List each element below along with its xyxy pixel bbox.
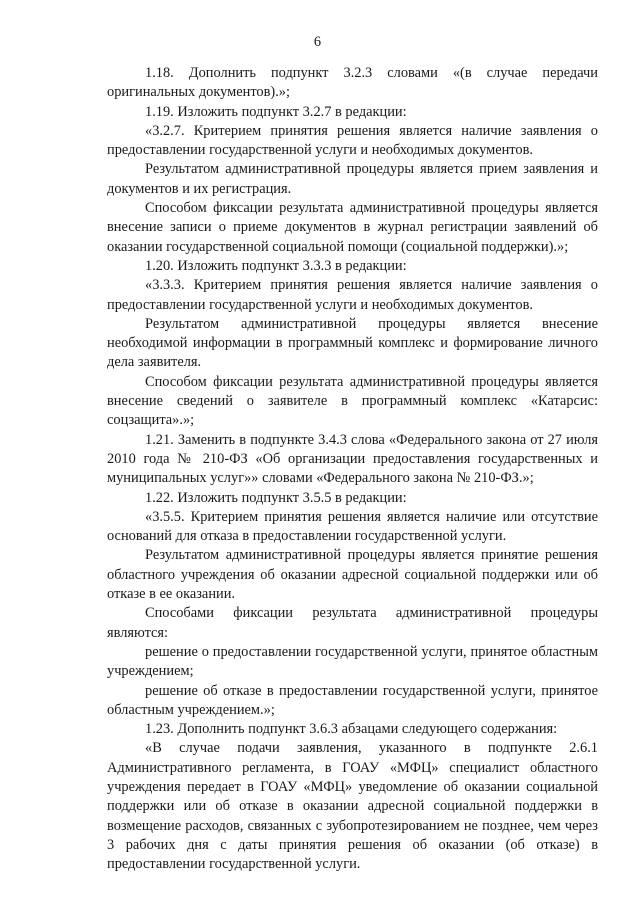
paragraph-1-22: 1.22. Изложить подпункт 3.5.5 в редакции: <box>145 489 407 506</box>
paragraph-3-5-5-result: Результатом административной процедуры является принятие решения областного учреждения об оказании адресной социальной поддержки или об отказе в ее оказании. <box>107 547 598 603</box>
paragraph-1-20: 1.20. Изложить подпункт 3.3.3 в редакции: <box>145 257 407 274</box>
paragraph-3-3-3-fixation: Способом фиксации результата административной процедуры является внесение сведений о заявителе в программный комплекс «Катарсис: соцзащита».»; <box>107 373 598 429</box>
paragraph-1-21: 1.21. Заменить в подпункте 3.4.3 слова «Федерального закона от 27 июля 2010 года № 210-ФЗ «Об организации предоставления государственных и муниципальных услуг»» словами «Федерального закона № 210-ФЗ.»; <box>107 431 598 487</box>
paragraph-3-5-5-criterion: «3.5.5. Критерием принятия решения является наличие или отсутствие оснований для отказа в предоставлении государственной услуги. <box>107 508 598 545</box>
paragraph-1-19: 1.19. Изложить подпункт 3.2.7 в редакции: <box>145 103 407 120</box>
paragraph-1-23: 1.23. Дополнить подпункт 3.6.3 абзацами следующего содержания: <box>145 721 558 738</box>
paragraph-3-3-3-result: Результатом административной процедуры является внесение необходимой информации в программный комплекс и формирование личного дела заявителя. <box>107 315 598 371</box>
paragraph-3-3-3-criterion: «3.3.3. Критерием принятия решения является наличие заявления о предоставлении государственной услуги и необходимых документов. <box>107 277 598 313</box>
page-number: 6 <box>313 34 322 50</box>
paragraph-decision-grant: решение о предоставлении государственной услуги, принятое областным учреждением; <box>107 643 598 680</box>
paragraph-3-2-7-fixation: Способом фиксации результата административной процедуры является внесение записи о приеме документов в журнал регистрации заявлений об оказании государственной социальной помощи (социальной поддержки).»; <box>107 200 598 255</box>
paragraph-3-2-7-criterion: «3.2.7. Критерием принятия решения является наличие заявления о предоставлении государственной услуги и необходимых документов. <box>107 122 598 159</box>
paragraph-3-2-7-result: Результатом административной процедуры является прием заявления и документов и их регистрация. <box>107 161 598 197</box>
paragraph-3-5-5-fixation: Способами фиксации результата административной процедуры являются: <box>107 605 598 641</box>
paragraph-3-6-3-addition: «В случае подачи заявления, указанного в подпункте 2.6.1 Административного регламента, в ГОАУ «МФЦ» специалист областного учреждения передает в ГОАУ «МФЦ» уведомление об оказании социальной поддержки или об отказе в оказании адресной социальной поддержки в возмещение расходов, связанных с зубопротезированием не позднее, чем через 3 рабочих дня с даты принятия решения об оказании (об отказе) в предоставлении государственной услуги. <box>107 740 598 873</box>
document-body <box>107 64 598 874</box>
paragraph-1-18: 1.18. Дополнить подпункт 3.2.3 словами «(в случае передачи оригинальных документов).»; <box>107 65 598 101</box>
paragraph-decision-refusal: решение об отказе в предоставлении государственной услуги, принятое областным учреждением.»; <box>107 682 598 718</box>
